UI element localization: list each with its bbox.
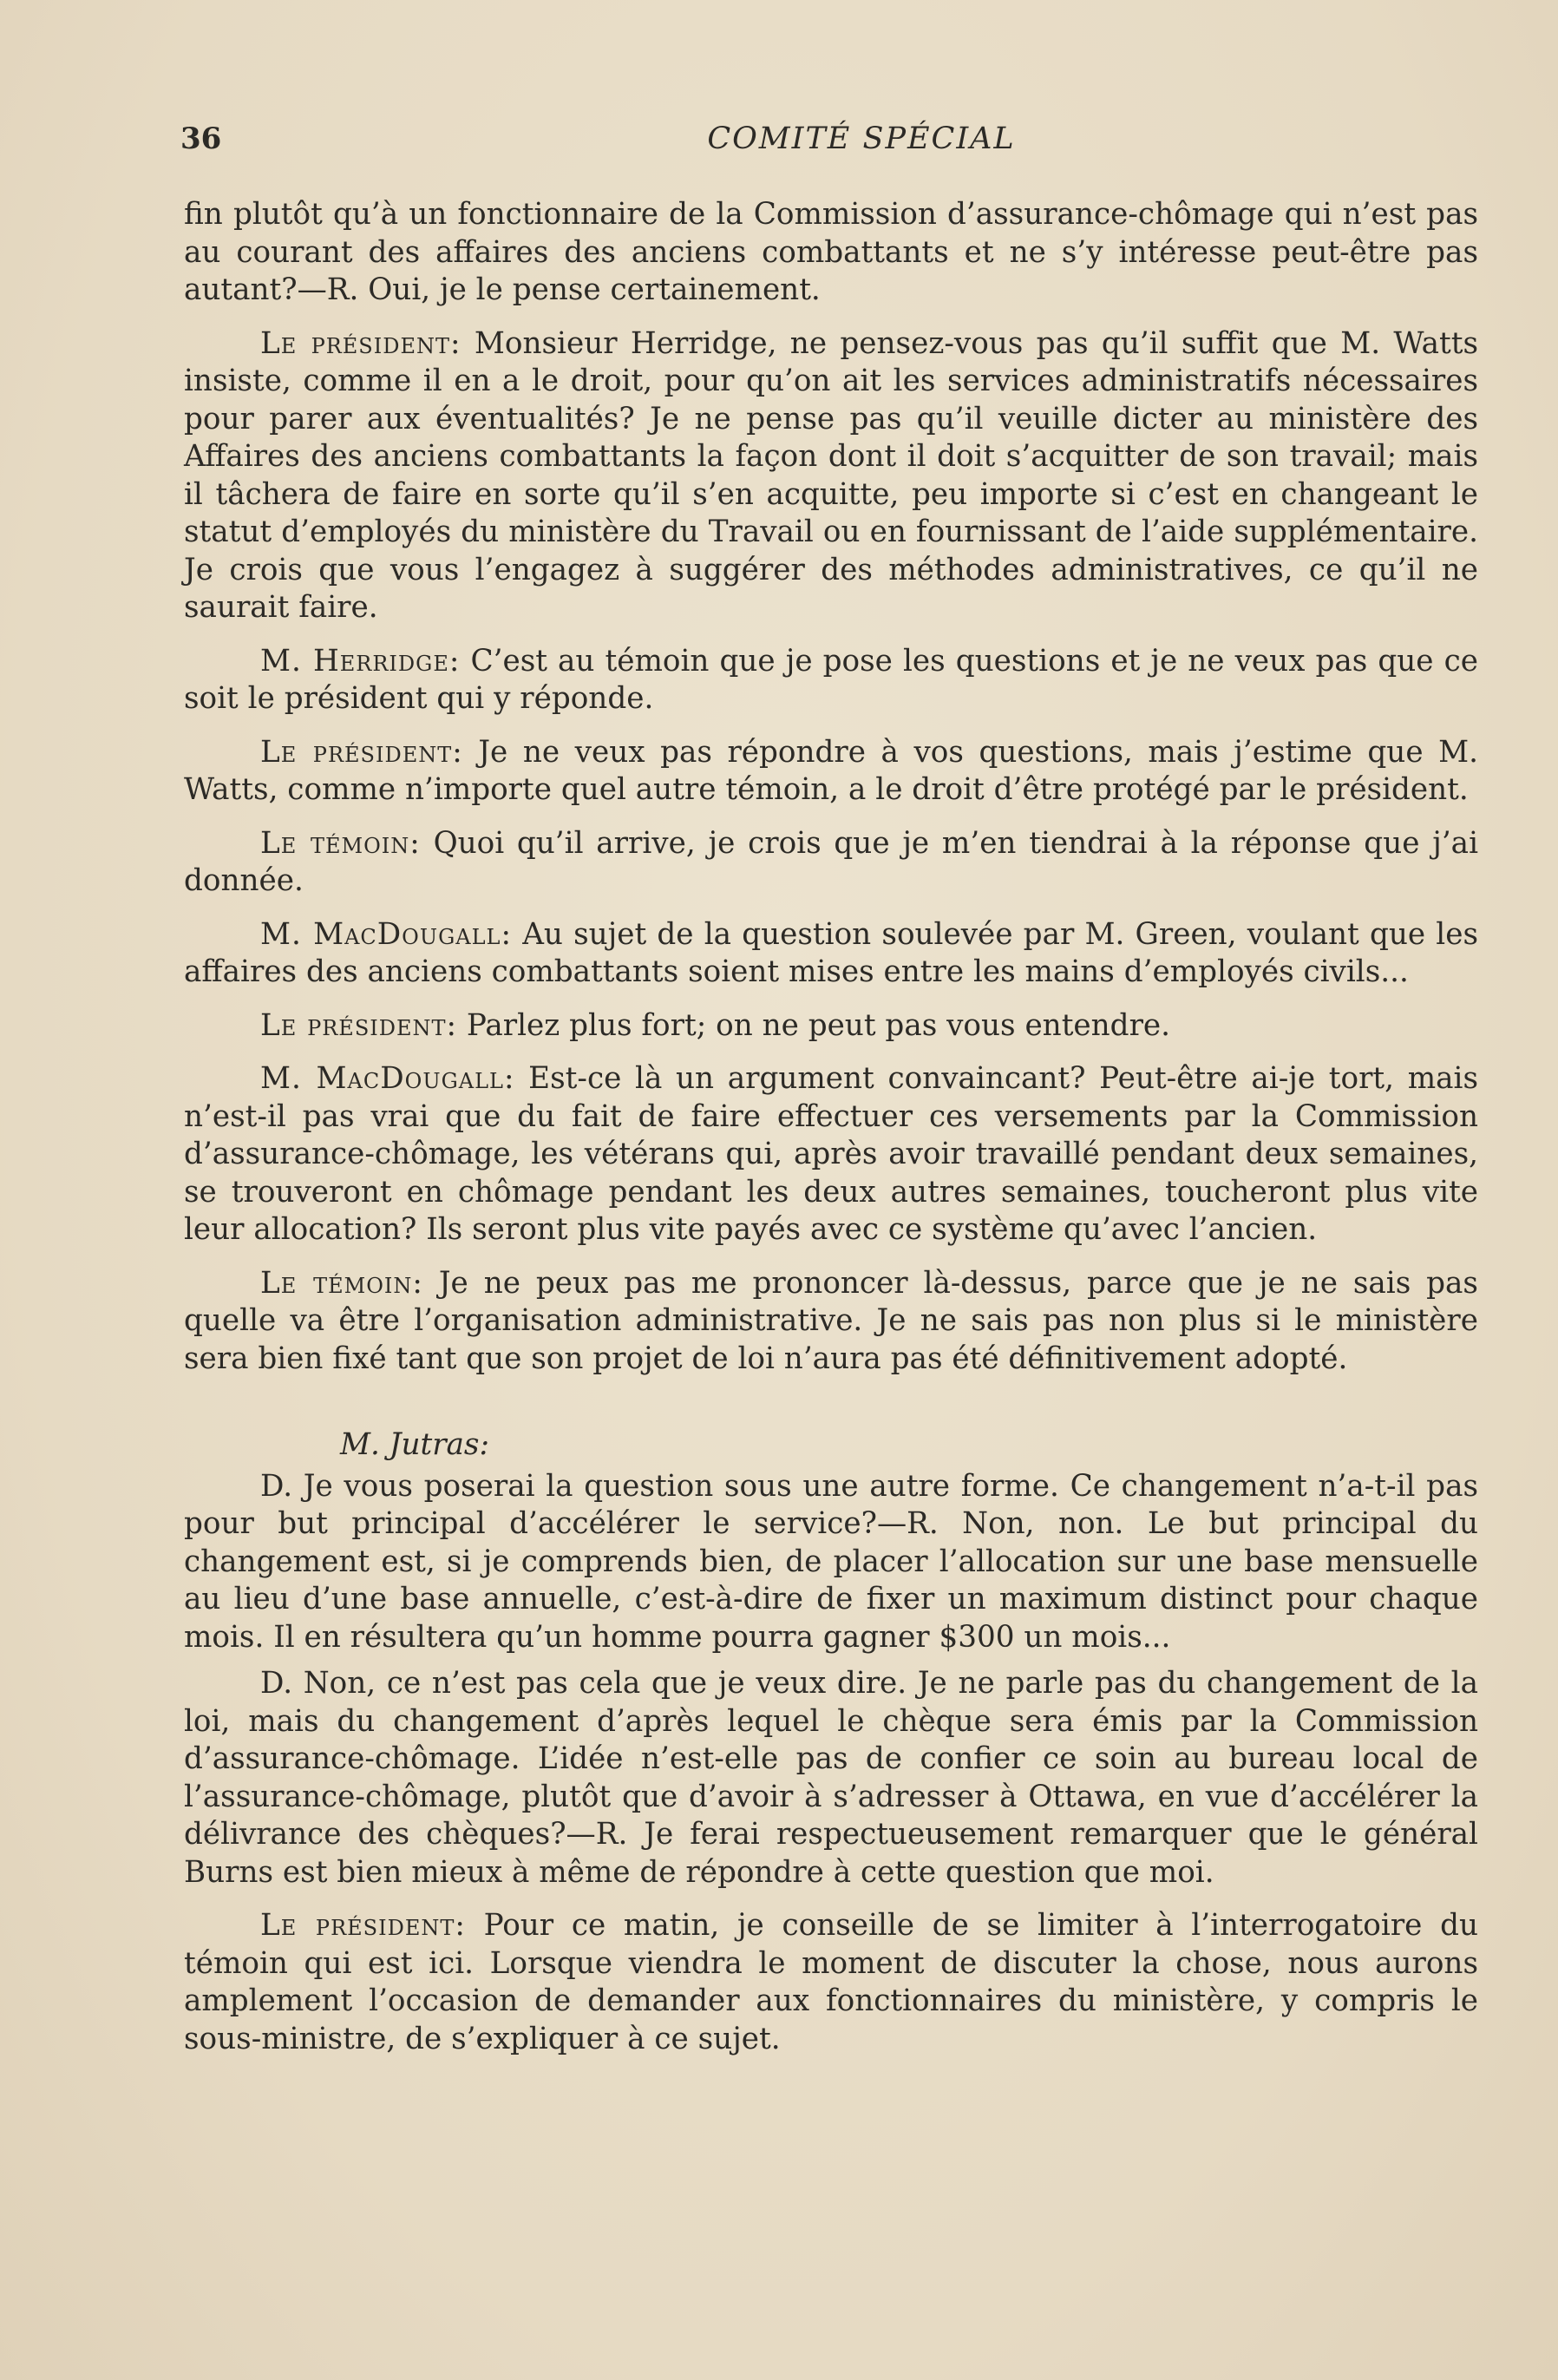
paragraph: [184, 325, 1478, 627]
paragraph-text: fin plutôt qu’à un fonctionnaire de la Commission d’assurance-chômage qui n’est pas au courant des affaires des anciens combattants et ne s’y intéresse peut-être pas autant?—R. Oui, je le pense certainement.: [184, 197, 1478, 307]
speaker-name: Le témoin:: [260, 825, 421, 861]
speaker-name: M. MacDougall:: [260, 1061, 515, 1096]
paragraph-text: Est-ce là un argument convaincant? Peut-être ai-je tort, mais n’est-il pas vrai que du fait de faire effectuer ces versements par la Commission d’assurance-chômage, les vétérans qui, après avoir travaillé pendant deux semaines, se trouveront en chômage pendant les deux autres semaines, toucheront plus vite leur allocation? Ils seront plus vite payés avec ce système qu’avec l’ancien.: [184, 1061, 1478, 1247]
speaker-name: Le président:: [260, 734, 463, 770]
paragraph: [184, 643, 1478, 718]
paragraph: [184, 1265, 1478, 1379]
speaker-name: Le témoin:: [260, 1265, 423, 1301]
page-number: 36: [180, 121, 222, 156]
speaker-name: M. MacDougall:: [260, 916, 512, 952]
paragraph-text: Pour ce matin, je conseille de se limiter à l’interrogatoire du témoin qui est ici. Lorsque viendra le moment de discuter la chose, nous aurons amplement l’occasion de demander aux fonctionnaires du ministère, y compris le sous-ministre, de s’expliquer à ce sujet.: [184, 1908, 1478, 2056]
paragraph: [184, 1665, 1478, 1892]
paragraph-text: Je ne veux pas répondre à vos questions, mais j’estime que M. Watts, comme n’importe quel autre témoin, a le droit d’être protégé par le président.: [184, 734, 1478, 807]
paragraph: [184, 734, 1478, 810]
running-title: COMITÉ SPÉCIAL: [707, 121, 1016, 156]
paragraph: [184, 916, 1478, 992]
paragraph: [184, 196, 1478, 310]
section-heading: M. Jutras:: [340, 1427, 489, 1462]
document-body: [184, 196, 1478, 2074]
speaker-name: Le président:: [260, 1908, 466, 1943]
paragraph-text: Au sujet de la question soulevée par M. Green, voulant que les affaires des anciens combattants soient mises entre les mains d’employés civils...: [184, 916, 1478, 989]
paragraph: [184, 1060, 1478, 1249]
paragraph: [184, 1907, 1478, 2058]
paragraph: [184, 825, 1478, 901]
paragraph: [184, 1468, 1478, 1657]
paragraph-text: D. Non, ce n’est pas cela que je veux dire. Je ne parle pas du changement de la loi, mais du changement d’après lequel le chèque sera émis par la Commission d’assurance-chômage. L’idée n’est-elle pas de confier ce soin au bureau local de l’assurance-chômage, plutôt que d’avoir à s’adresser à Ottawa, en vue d’accélérer la délivrance des chèques?—R. Je ferai respectueusement remarquer que le général Burns est bien mieux à même de répondre à cette question que moi.: [184, 1666, 1478, 1890]
speaker-name: Le président:: [260, 325, 462, 361]
paragraph-text: Parlez plus fort; on ne peut pas vous entendre.: [466, 1007, 1171, 1043]
page-header: [180, 121, 1482, 165]
paragraph-text: Je ne peux pas me prononcer là-dessus, parce que je ne sais pas quelle va être l’organisation administrative. Je ne sais pas non plus si le ministère sera bien fixé tant que son projet de loi n’aura pas été définitivement adopté.: [184, 1265, 1478, 1376]
paragraph-text: Monsieur Herridge, ne pensez-vous pas qu’il suffit que M. Watts insiste, comme il en a le droit, pour qu’on ait les services administratifs nécessaires pour parer aux éventualités? Je ne pense pas qu’il veuille dicter au ministère des Affaires des anciens combattants la façon dont il doit s’acquitter de son travail; mais il tâchera de faire en sorte qu’il s’en acquitte, peu importe si c’est en changeant le statut d’employés du ministère du Travail ou en fournissant de l’aide supplémentaire. Je crois que vous l’engagez à suggérer des méthodes administratives, ce qu’il ne saurait faire.: [184, 325, 1478, 625]
speaker-name: M. Herridge:: [260, 643, 461, 679]
paragraph-text: C’est au témoin que je pose les questions et je ne veux pas que ce soit le président qui y réponde.: [184, 643, 1478, 716]
speaker-name: Le président:: [260, 1007, 458, 1043]
paragraph-text: Quoi qu’il arrive, je crois que je m’en tiendrai à la réponse que j’ai donnée.: [184, 825, 1478, 898]
paragraph: [184, 1007, 1478, 1046]
paragraph-text: D. Je vous poserai la question sous une autre forme. Ce changement n’a-t-il pas pour but principal d’accélérer le service?—R. Non, non. Le but principal du changement est, si je comprends bien, de placer l’allocation sur une base mensuelle au lieu d’une base annuelle, c’est-à-dire de fixer un maximum distinct pour chaque mois. Il en résultera qu’un homme pourra gagner $300 un mois...: [184, 1468, 1478, 1655]
